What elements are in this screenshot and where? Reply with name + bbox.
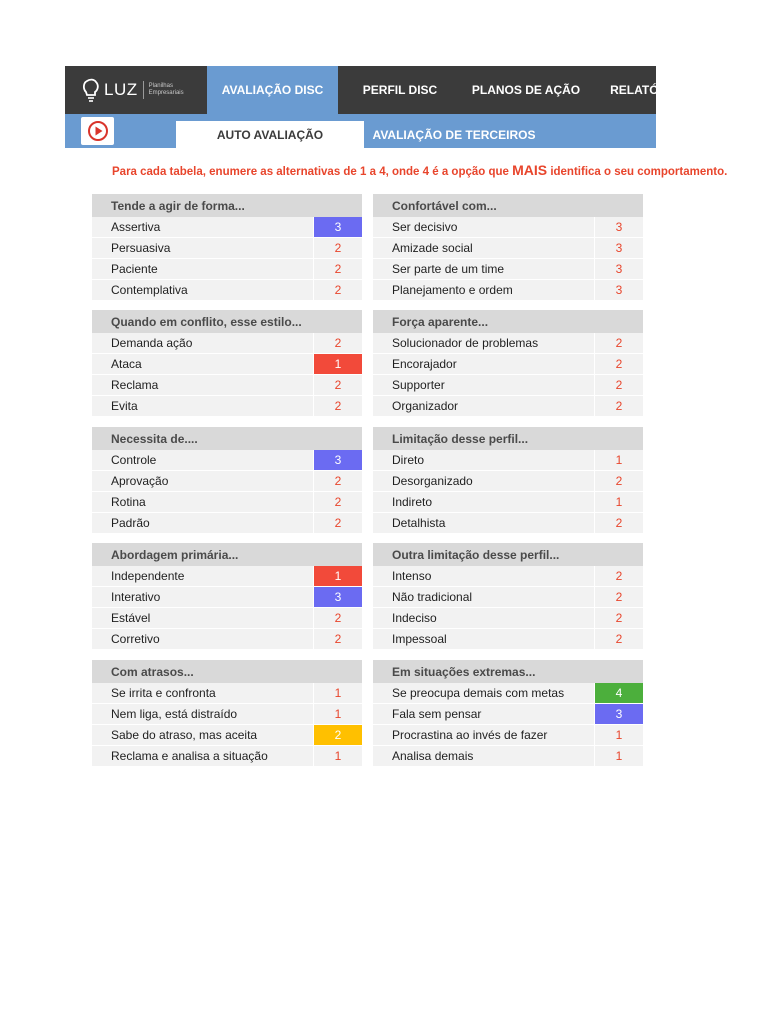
option-score-cell[interactable]: 2 xyxy=(314,396,362,416)
question-table-title: Em situações extremas... xyxy=(373,660,643,683)
option-score-cell[interactable]: 2 xyxy=(595,629,643,649)
question-row xyxy=(92,450,362,471)
instruction-text xyxy=(112,162,727,178)
question-table-title: Limitação desse perfil... xyxy=(373,427,643,450)
option-score-cell[interactable]: 2 xyxy=(595,587,643,607)
question-table xyxy=(373,427,643,534)
option-score-cell[interactable]: 1 xyxy=(595,746,643,766)
option-score-cell[interactable]: 2 xyxy=(595,354,643,374)
option-score-cell[interactable]: 1 xyxy=(314,704,362,724)
question-row xyxy=(373,471,643,492)
question-row xyxy=(92,259,362,280)
question-table-title: Força aparente... xyxy=(373,310,643,333)
logo-subtitle xyxy=(149,83,184,97)
option-score-cell[interactable]: 3 xyxy=(314,587,362,607)
option-label: Corretivo xyxy=(92,629,314,649)
option-label: Indireto xyxy=(373,492,595,512)
question-row xyxy=(373,217,643,238)
option-label: Ataca xyxy=(92,354,314,374)
option-label: Procrastina ao invés de fazer xyxy=(373,725,595,745)
option-score-cell[interactable]: 3 xyxy=(595,704,643,724)
question-row xyxy=(92,587,362,608)
tab-avaliacao-disc[interactable]: AVALIAÇÃO DISC xyxy=(207,66,338,114)
lightbulb-icon xyxy=(82,78,100,102)
option-label: Sabe do atraso, mas aceita xyxy=(92,725,314,745)
top-navigation-bar xyxy=(65,66,680,114)
question-row xyxy=(92,375,362,396)
option-score-cell[interactable]: 2 xyxy=(314,280,362,300)
question-row xyxy=(373,492,643,513)
option-label: Controle xyxy=(92,450,314,470)
play-icon xyxy=(87,120,109,142)
option-label: Analisa demais xyxy=(373,746,595,766)
question-row xyxy=(373,587,643,608)
option-label: Persuasiva xyxy=(92,238,314,258)
question-table-title: Necessita de.... xyxy=(92,427,362,450)
question-row xyxy=(92,566,362,587)
option-score-cell[interactable]: 2 xyxy=(314,513,362,533)
option-score-cell[interactable]: 3 xyxy=(595,238,643,258)
option-label: Padrão xyxy=(92,513,314,533)
question-row xyxy=(92,280,362,301)
option-label: Amizade social xyxy=(373,238,595,258)
logo-divider xyxy=(143,81,144,99)
question-row xyxy=(92,513,362,534)
option-score-cell[interactable]: 2 xyxy=(314,629,362,649)
question-row xyxy=(92,396,362,417)
question-table xyxy=(92,543,362,650)
instruction-emphasis: MAIS xyxy=(512,162,548,178)
option-score-cell[interactable]: 1 xyxy=(314,683,362,703)
question-table-title: Confortável com... xyxy=(373,194,643,217)
option-score-cell[interactable]: 2 xyxy=(314,725,362,745)
option-score-cell[interactable]: 1 xyxy=(314,746,362,766)
option-score-cell[interactable]: 3 xyxy=(595,217,643,237)
question-row xyxy=(92,683,362,704)
option-label: Desorganizado xyxy=(373,471,595,491)
option-score-cell[interactable]: 1 xyxy=(314,354,362,374)
tab-relatorio[interactable]: RELATÓRIO xyxy=(610,83,680,97)
tab-perfil-disc[interactable]: PERFIL DISC xyxy=(362,83,438,97)
option-score-cell[interactable]: 2 xyxy=(314,259,362,279)
option-label: Rotina xyxy=(92,492,314,512)
question-table xyxy=(373,660,643,767)
option-score-cell[interactable]: 2 xyxy=(595,471,643,491)
play-tutorial-button[interactable] xyxy=(81,117,114,145)
option-label: Aprovação xyxy=(92,471,314,491)
option-score-cell[interactable]: 2 xyxy=(314,238,362,258)
option-score-cell[interactable]: 2 xyxy=(314,333,362,353)
option-label: Interativo xyxy=(92,587,314,607)
option-score-cell[interactable]: 3 xyxy=(314,450,362,470)
instruction-before: Para cada tabela, enumere as alternativas de 1 a 4, onde 4 é a opção que xyxy=(112,166,513,178)
question-row xyxy=(373,704,643,725)
option-label: Direto xyxy=(373,450,595,470)
option-label: Contemplativa xyxy=(92,280,314,300)
option-score-cell[interactable]: 2 xyxy=(314,471,362,491)
luz-logo[interactable] xyxy=(65,66,207,114)
question-row xyxy=(373,333,643,354)
question-row xyxy=(373,608,643,629)
option-score-cell[interactable]: 2 xyxy=(314,492,362,512)
option-label: Se irrita e confronta xyxy=(92,683,314,703)
option-score-cell[interactable]: 4 xyxy=(595,683,643,703)
question-row xyxy=(92,217,362,238)
question-row xyxy=(373,629,643,650)
option-label: Assertiva xyxy=(92,217,314,237)
option-score-cell[interactable]: 2 xyxy=(595,333,643,353)
option-label: Detalhista xyxy=(373,513,595,533)
option-score-cell[interactable]: 1 xyxy=(595,725,643,745)
question-row xyxy=(92,471,362,492)
option-label: Planejamento e ordem xyxy=(373,280,595,300)
question-table xyxy=(373,194,643,301)
option-score-cell[interactable]: 1 xyxy=(595,492,643,512)
question-row xyxy=(373,280,643,301)
option-label: Demanda ação xyxy=(92,333,314,353)
question-row xyxy=(92,238,362,259)
question-row xyxy=(373,683,643,704)
logo-text: LUZ xyxy=(104,80,138,99)
option-label: Fala sem pensar xyxy=(373,704,595,724)
option-label: Estável xyxy=(92,608,314,628)
option-score-cell[interactable]: 2 xyxy=(595,608,643,628)
option-label: Nem liga, está distraído xyxy=(92,704,314,724)
option-label: Ser decisivo xyxy=(373,217,595,237)
question-row xyxy=(373,375,643,396)
sub-navigation-bar xyxy=(65,114,656,148)
option-label: Paciente xyxy=(92,259,314,279)
logo-subtitle-line-2: Empresariais xyxy=(148,90,184,96)
question-row xyxy=(92,746,362,767)
question-table-title: Tende a agir de forma... xyxy=(92,194,362,217)
option-score-cell[interactable]: 2 xyxy=(595,566,643,586)
option-label: Reclama e analisa a situação xyxy=(92,746,314,766)
question-table xyxy=(92,427,362,534)
question-table-title: Com atrasos... xyxy=(92,660,362,683)
tab-planos-de-acao[interactable]: PLANOS DE AÇÃO xyxy=(471,83,581,97)
question-row xyxy=(373,746,643,767)
question-row xyxy=(92,354,362,375)
option-label: Ser parte de um time xyxy=(373,259,595,279)
tab-avaliacao-de-terceiros[interactable]: AVALIAÇÃO DE TERCEIROS xyxy=(372,127,536,142)
option-score-cell[interactable]: 2 xyxy=(314,375,362,395)
question-table-title: Quando em conflito, esse estilo... xyxy=(92,310,362,333)
option-label: Encorajador xyxy=(373,354,595,374)
option-label: Reclama xyxy=(92,375,314,395)
option-score-cell[interactable]: 1 xyxy=(595,450,643,470)
question-row xyxy=(92,704,362,725)
question-table xyxy=(373,543,643,650)
question-row xyxy=(373,259,643,280)
option-score-cell[interactable]: 2 xyxy=(595,513,643,533)
app-frame xyxy=(65,66,728,786)
option-score-cell[interactable]: 3 xyxy=(314,217,362,237)
tab-auto-avaliacao[interactable]: AUTO AVALIAÇÃO xyxy=(176,121,364,148)
option-score-cell[interactable]: 2 xyxy=(595,396,643,416)
question-row xyxy=(373,513,643,534)
question-row xyxy=(373,450,643,471)
logo-subtitle-line-1: Planilhas xyxy=(148,83,173,89)
option-label: Evita xyxy=(92,396,314,416)
option-score-cell[interactable]: 3 xyxy=(595,259,643,279)
question-row xyxy=(373,725,643,746)
option-score-cell[interactable]: 2 xyxy=(595,375,643,395)
question-row xyxy=(92,725,362,746)
option-score-cell[interactable]: 2 xyxy=(314,608,362,628)
option-label: Não tradicional xyxy=(373,587,595,607)
question-row xyxy=(92,333,362,354)
option-label: Se preocupa demais com metas xyxy=(373,683,595,703)
option-label: Indeciso xyxy=(373,608,595,628)
question-row xyxy=(92,629,362,650)
question-table-title: Abordagem primária... xyxy=(92,543,362,566)
question-table xyxy=(92,194,362,301)
question-table xyxy=(92,310,362,417)
option-label: Intenso xyxy=(373,566,595,586)
question-row xyxy=(92,492,362,513)
option-score-cell[interactable]: 1 xyxy=(314,566,362,586)
question-row xyxy=(373,566,643,587)
option-label: Organizador xyxy=(373,396,595,416)
question-row xyxy=(373,396,643,417)
option-score-cell[interactable]: 3 xyxy=(595,280,643,300)
question-row xyxy=(373,238,643,259)
option-label: Independente xyxy=(92,566,314,586)
instruction-after: identifica o seu comportamento. xyxy=(547,166,728,178)
question-table xyxy=(373,310,643,417)
question-row xyxy=(92,608,362,629)
option-label: Solucionador de problemas xyxy=(373,333,595,353)
option-label: Impessoal xyxy=(373,629,595,649)
question-row xyxy=(373,354,643,375)
option-label: Supporter xyxy=(373,375,595,395)
question-table-title: Outra limitação desse perfil... xyxy=(373,543,643,566)
question-table xyxy=(92,660,362,767)
